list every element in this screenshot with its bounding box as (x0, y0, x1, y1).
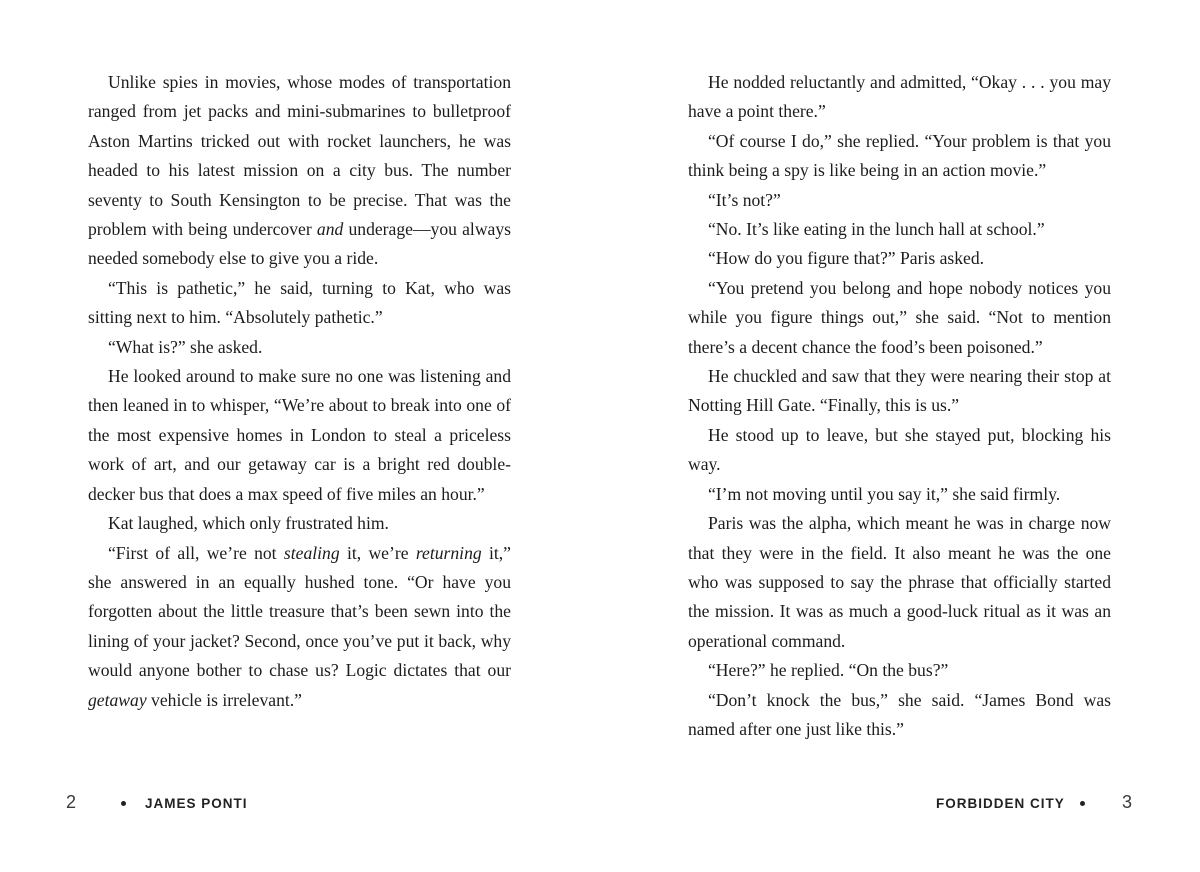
text-run: “I’m not moving until you say it,” she said firmly. (708, 483, 1061, 504)
text-run: He looked around to make sure no one was listening and then leaned in to whisper, “We’re about to break into one of the most expensive homes in London to steal a priceless work of art, and our getaway car is a bright red double-decker bus that does a max speed of five miles an hour.” (88, 366, 511, 504)
text-run: “Of course I do,” she replied. “Your problem is that you think being a spy is like being in an action movie.” (688, 130, 1111, 181)
right-page (600, 0, 1200, 872)
text-run: Paris was the alpha, which meant he was in charge now that they were in the field. It also meant he was the one who was supposed to say the phrase that officially started the mission. It was as much a good-luck ritual as it was an operational command. (688, 513, 1111, 651)
paragraph (688, 362, 1111, 421)
left-page-body (88, 68, 511, 715)
italic-text: returning (415, 542, 482, 563)
text-run: “Here?” he replied. “On the bus?” (708, 660, 949, 681)
paragraph (688, 68, 1111, 127)
bullet-separator (1080, 801, 1085, 806)
text-run: “Don’t knock the bus,” she said. “James Bond was named after one just like this.” (688, 689, 1111, 739)
text-run: it, we’re (339, 542, 416, 563)
paragraph (688, 186, 1111, 215)
text-run: Unlike spies in movies, whose modes of transportation ranged from jet packs and mini-submarines to bulletproof Aston Martins tricked out with rocket launchers, he was headed to his latest mission on a city bus. The number seventy to South Kensington to be precise. That was the problem with being undercover (88, 72, 511, 240)
running-head-author: JAMES PONTI (145, 796, 248, 811)
paragraph (88, 539, 511, 715)
paragraph (88, 362, 511, 509)
text-run: He stood up to leave, but she stayed put, blocking his way. (688, 424, 1111, 475)
paragraph (688, 127, 1111, 186)
paragraph (688, 686, 1111, 745)
paragraph (688, 274, 1111, 362)
paragraph (688, 509, 1111, 656)
text-run: it,” she answered in an equally hushed tone. “Or have you forgotten about the little treasure that’s been sewn into the lining of your jacket? Second, once you’ve put it back, why would anyone bother to chase us? Logic dictates that our (88, 542, 511, 681)
text-run: underage—you always needed somebody else to give you a ride. (88, 219, 511, 269)
paragraph (688, 215, 1111, 244)
text-run: “You pretend you belong and hope nobody notices you while you figure things out,” she said. “Not to mention there’s a decent chance the food’s been poisoned.” (688, 277, 1111, 357)
paragraph (688, 244, 1111, 273)
paragraph (688, 421, 1111, 480)
paragraph (88, 68, 511, 274)
paragraph (88, 333, 511, 362)
text-run: “What is?” she asked. (108, 336, 263, 357)
text-run: vehicle is irrelevant.” (146, 689, 302, 710)
paragraph (88, 274, 511, 333)
italic-text: stealing (283, 542, 340, 563)
page-number: 2 (66, 792, 77, 812)
text-run: He nodded reluctantly and admitted, “Okay . . . you may have a point there.” (688, 72, 1111, 122)
paragraph (88, 509, 511, 538)
running-head-title: FORBIDDEN CITY (936, 796, 1065, 811)
paragraph (688, 480, 1111, 509)
italic-text: and (316, 219, 344, 240)
text-run: “No. It’s like eating in the lunch hall at school.” (708, 219, 1045, 240)
page-number: 3 (1122, 792, 1133, 812)
italic-text: getaway (88, 689, 147, 710)
running-head (121, 796, 248, 811)
bullet-separator (121, 801, 126, 806)
running-head (936, 796, 1085, 811)
text-run: Kat laughed, which only frustrated him. (108, 513, 389, 534)
text-run: “This is pathetic,” he said, turning to Kat, who was sitting next to him. “Absolutely pathetic.” (88, 277, 511, 328)
right-page-body (688, 68, 1111, 744)
text-run: “It’s not?” (708, 189, 781, 210)
text-run: “How do you figure that?” Paris asked. (708, 248, 985, 269)
text-run: “First of all, we’re not (108, 542, 284, 563)
paragraph (688, 656, 1111, 685)
text-run: He chuckled and saw that they were nearing their stop at Notting Hill Gate. “Finally, this is us.” (688, 366, 1111, 416)
